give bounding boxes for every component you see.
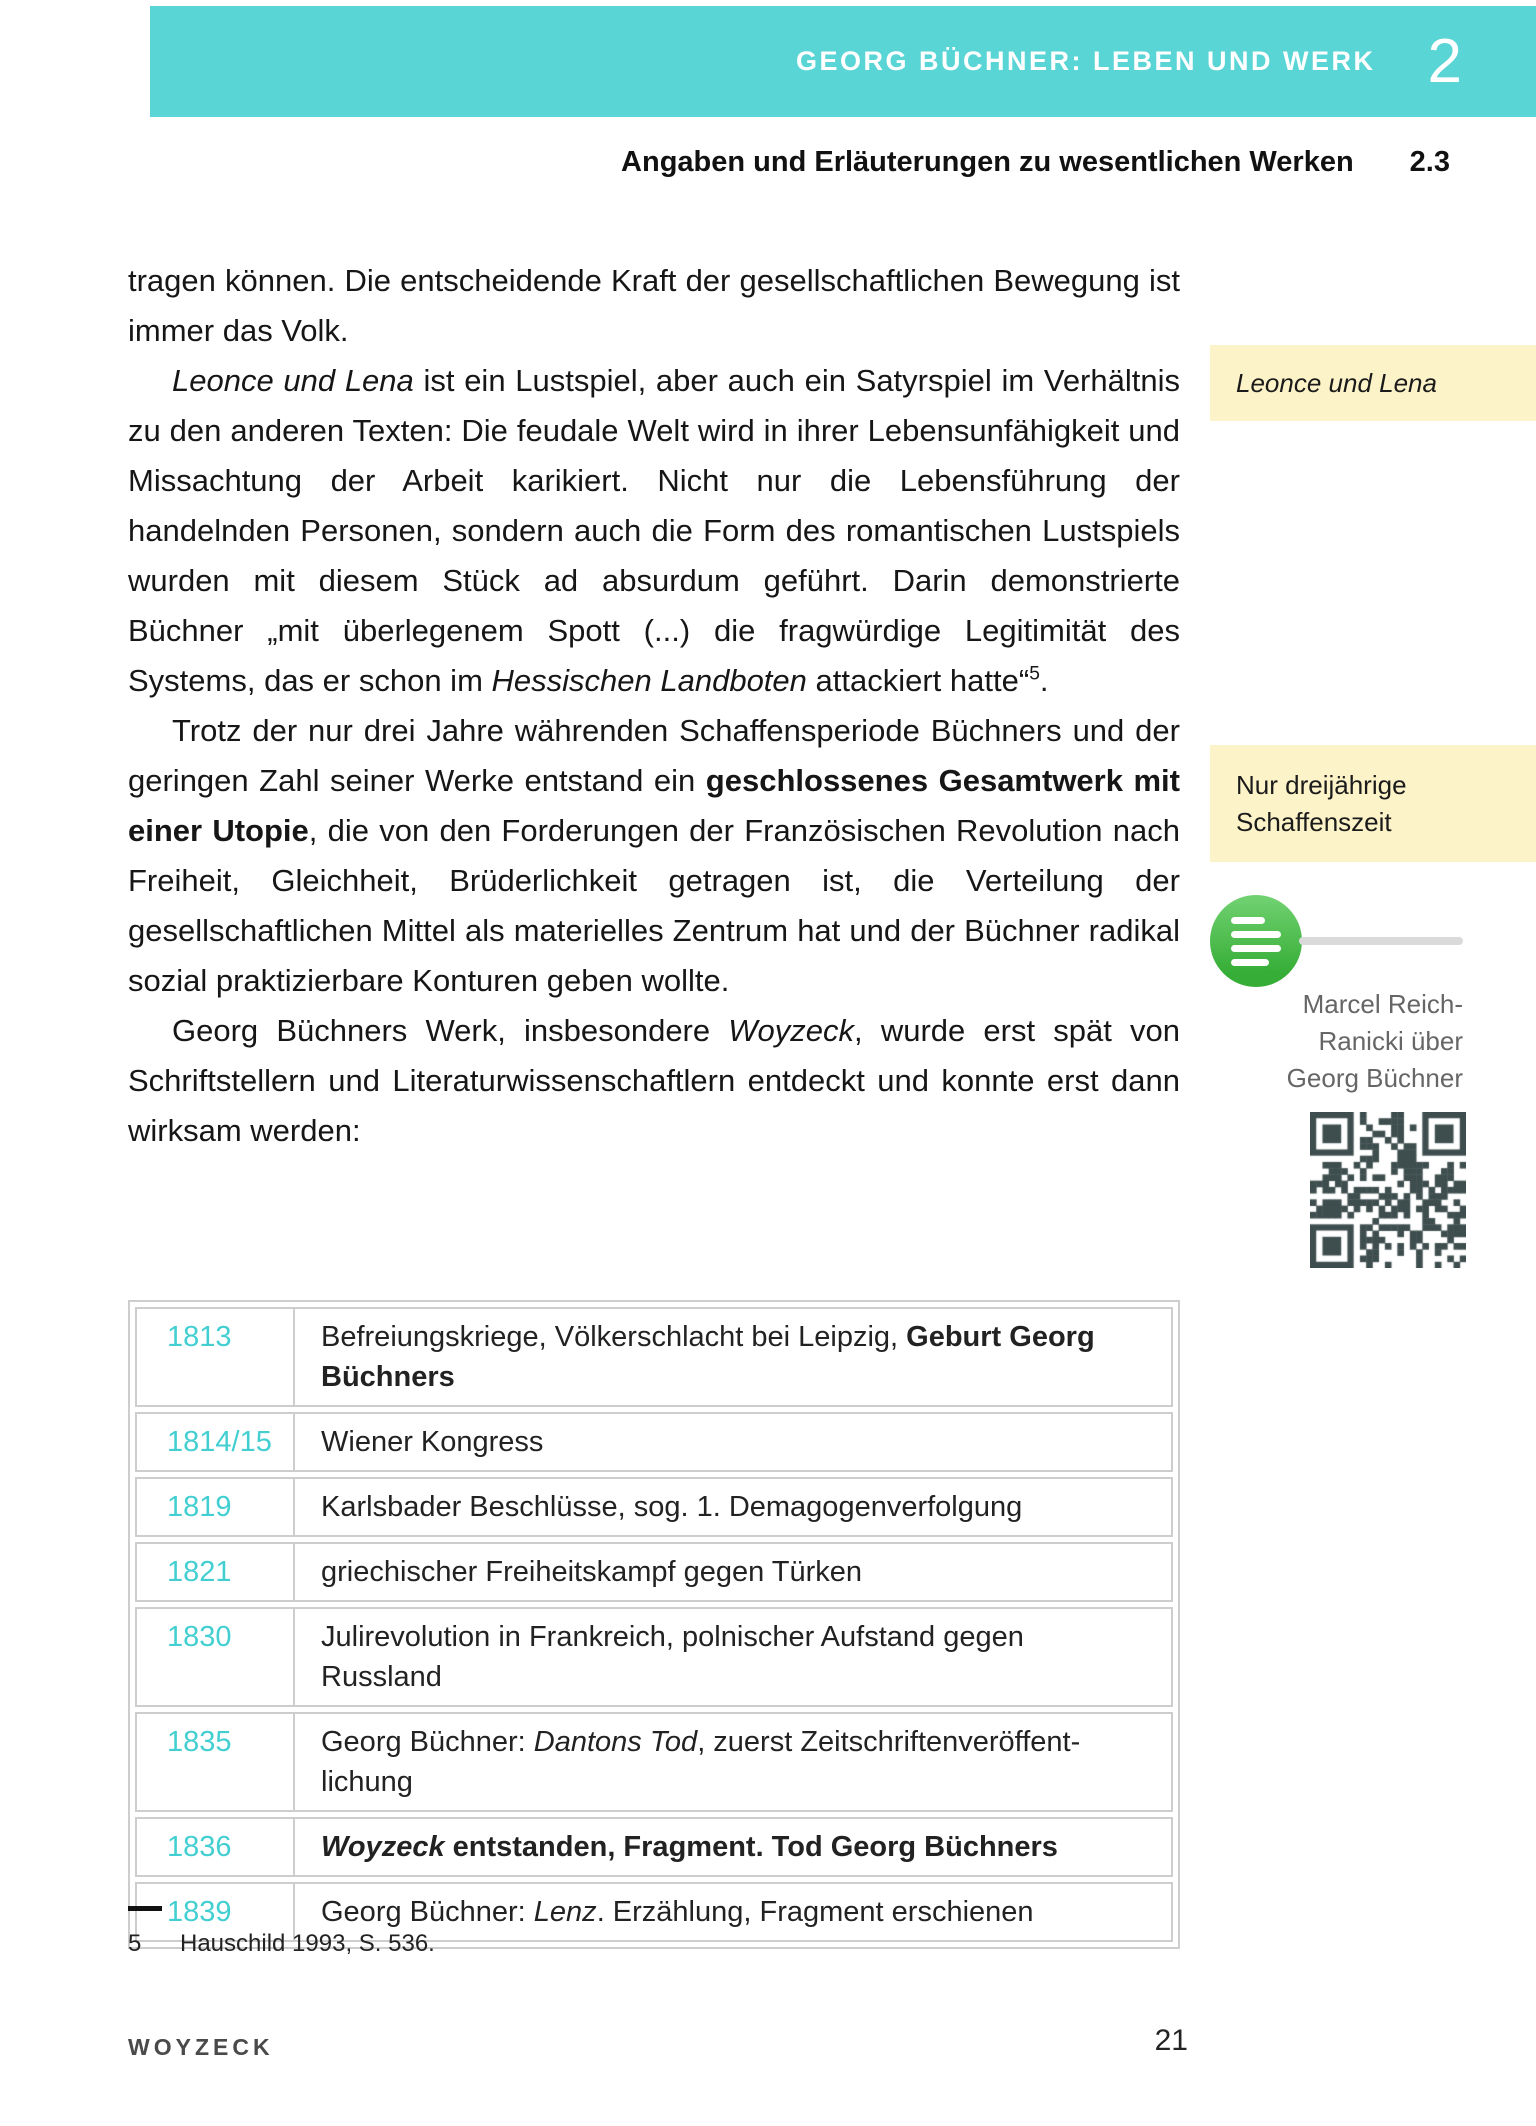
timeline-year: 1835: [137, 1714, 295, 1810]
margin-note-leonce: [1210, 345, 1536, 421]
timeline-year: 1836: [137, 1819, 295, 1875]
media-caption: [1210, 986, 1463, 1097]
timeline-event: Georg Büchner: Dantons Tod, zuerst Zeitschriftenveröffentlichung: [321, 1726, 1081, 1798]
timeline-event: Karlsbader Beschlüsse, sog. 1. Demagogenverfolgung: [321, 1491, 1023, 1523]
qr-code: [1310, 1112, 1466, 1268]
chapter-title: GEORG BÜCHNER: LEBEN UND WERK: [796, 46, 1376, 76]
paragraph-volk: tragen können. Die entscheidende Kraft der gesellschaftlichen Bewegung ist immer das Volk.: [128, 263, 1180, 348]
footnote-rule: [128, 1906, 162, 1911]
chapter-header-bar: [150, 6, 1536, 117]
table-row: [135, 1607, 1173, 1707]
icon-bar: [1231, 945, 1281, 952]
timeline-year: 1814/15: [137, 1414, 295, 1470]
timeline-event: Befreiungskriege, Völkerschlacht bei Leipzig, Geburt Georg Büchners: [321, 1321, 1095, 1393]
margin-note-text: Nur dreijährige Schaffenszeit: [1236, 769, 1407, 837]
paragraph-gesamtwerk: Trotz der nur drei Jahre währenden Schaffensperiode Büchners und der geringen Zahl seiner Werke entstand ein geschlossenes Gesamtwerk mit einer Utopie, die von den Forderungen der Französischen Revolution nach Freiheit, Gleichheit, Brüderlichkeit getragen ist, die Verteilung der gesellschaftlichen Mittel als materielles Zentrum hat und der Büchner radikal sozial praktizierbare Konturen geben wollte.: [128, 713, 1180, 998]
timeline-event: Woyzeck entstanden, Fragment. Tod Georg Büchners: [321, 1831, 1058, 1863]
icon-bar: [1231, 917, 1265, 924]
timeline-year: 1813: [137, 1309, 295, 1405]
caption-line: Ranicki über: [1318, 1026, 1463, 1056]
paragraph-woyzeck: Georg Büchners Werk, insbesondere Woyzeck, wurde erst spät von Schriftstellern und Literaturwissenschaftlern entdeckt und konnte erst dann wirksam werden:: [128, 1013, 1180, 1148]
footer-book-title: WOYZECK: [128, 2034, 274, 2060]
table-row: [135, 1817, 1173, 1877]
margin-note-schaffenszeit: [1210, 745, 1536, 862]
table-row: [135, 1412, 1173, 1472]
footer-page-number: 21: [1154, 2024, 1188, 2057]
chapter-number: 2: [1427, 26, 1462, 96]
table-row: [135, 1307, 1173, 1407]
section-number: 2.3: [1409, 146, 1450, 178]
section-title: Angaben und Erläuterungen zu wesentlichen Werken: [621, 146, 1354, 178]
table-row: [135, 1477, 1173, 1537]
timeline-event: Wiener Kongress: [321, 1426, 544, 1458]
timeline-event: Julirevolution in Frankreich, polnischer Aufstand gegen Russland: [321, 1621, 1024, 1693]
caption-line: Marcel Reich-: [1302, 989, 1463, 1019]
timeline-year: 1821: [137, 1544, 295, 1600]
section-header: [128, 146, 1450, 179]
timeline-year: 1819: [137, 1479, 295, 1535]
timeline-table: [128, 1300, 1180, 1949]
footnote-text: Hauschild 1993, S. 536.: [180, 1930, 435, 1957]
footnote: [128, 1930, 435, 1958]
timeline-event: Georg Büchner: Lenz. Erzählung, Fragment erschienen: [321, 1896, 1034, 1928]
table-row: [135, 1542, 1173, 1602]
body-text: [128, 256, 1180, 1156]
footnote-number: 5: [128, 1930, 142, 1957]
icon-bar: [1231, 931, 1281, 938]
caption-line: Georg Büchner: [1286, 1063, 1463, 1093]
connector-line: [1299, 937, 1463, 945]
margin-note-text: Leonce und Lena: [1236, 367, 1437, 398]
table-row: [135, 1712, 1173, 1812]
paragraph-leonce: Leonce und Lena ist ein Lustspiel, aber auch ein Satyrspiel im Verhältnis zu den anderen Texten: Die feudale Welt wird in ihrer Lebensunfähigkeit und Missachtung der Arbeit karikiert. Nicht nur die Lebensführung der handelnden Personen, sondern auch die Form des romantischen Lustspiels wurden mit diesem Stück ad absurdum geführt. Darin demonstrierte Büchner „mit überlegenem Spott (...) die fragwürdige Legitimität des Systems, das er schon im Hessischen Landboten attackiert hatte“$^5$.: [128, 363, 1180, 698]
timeline-year: 1839: [137, 1884, 295, 1940]
timeline-year: 1830: [137, 1609, 295, 1705]
icon-bar: [1231, 959, 1269, 966]
list-lines-icon: [1210, 895, 1302, 987]
timeline-event: griechischer Freiheitskampf gegen Türken: [321, 1556, 863, 1588]
